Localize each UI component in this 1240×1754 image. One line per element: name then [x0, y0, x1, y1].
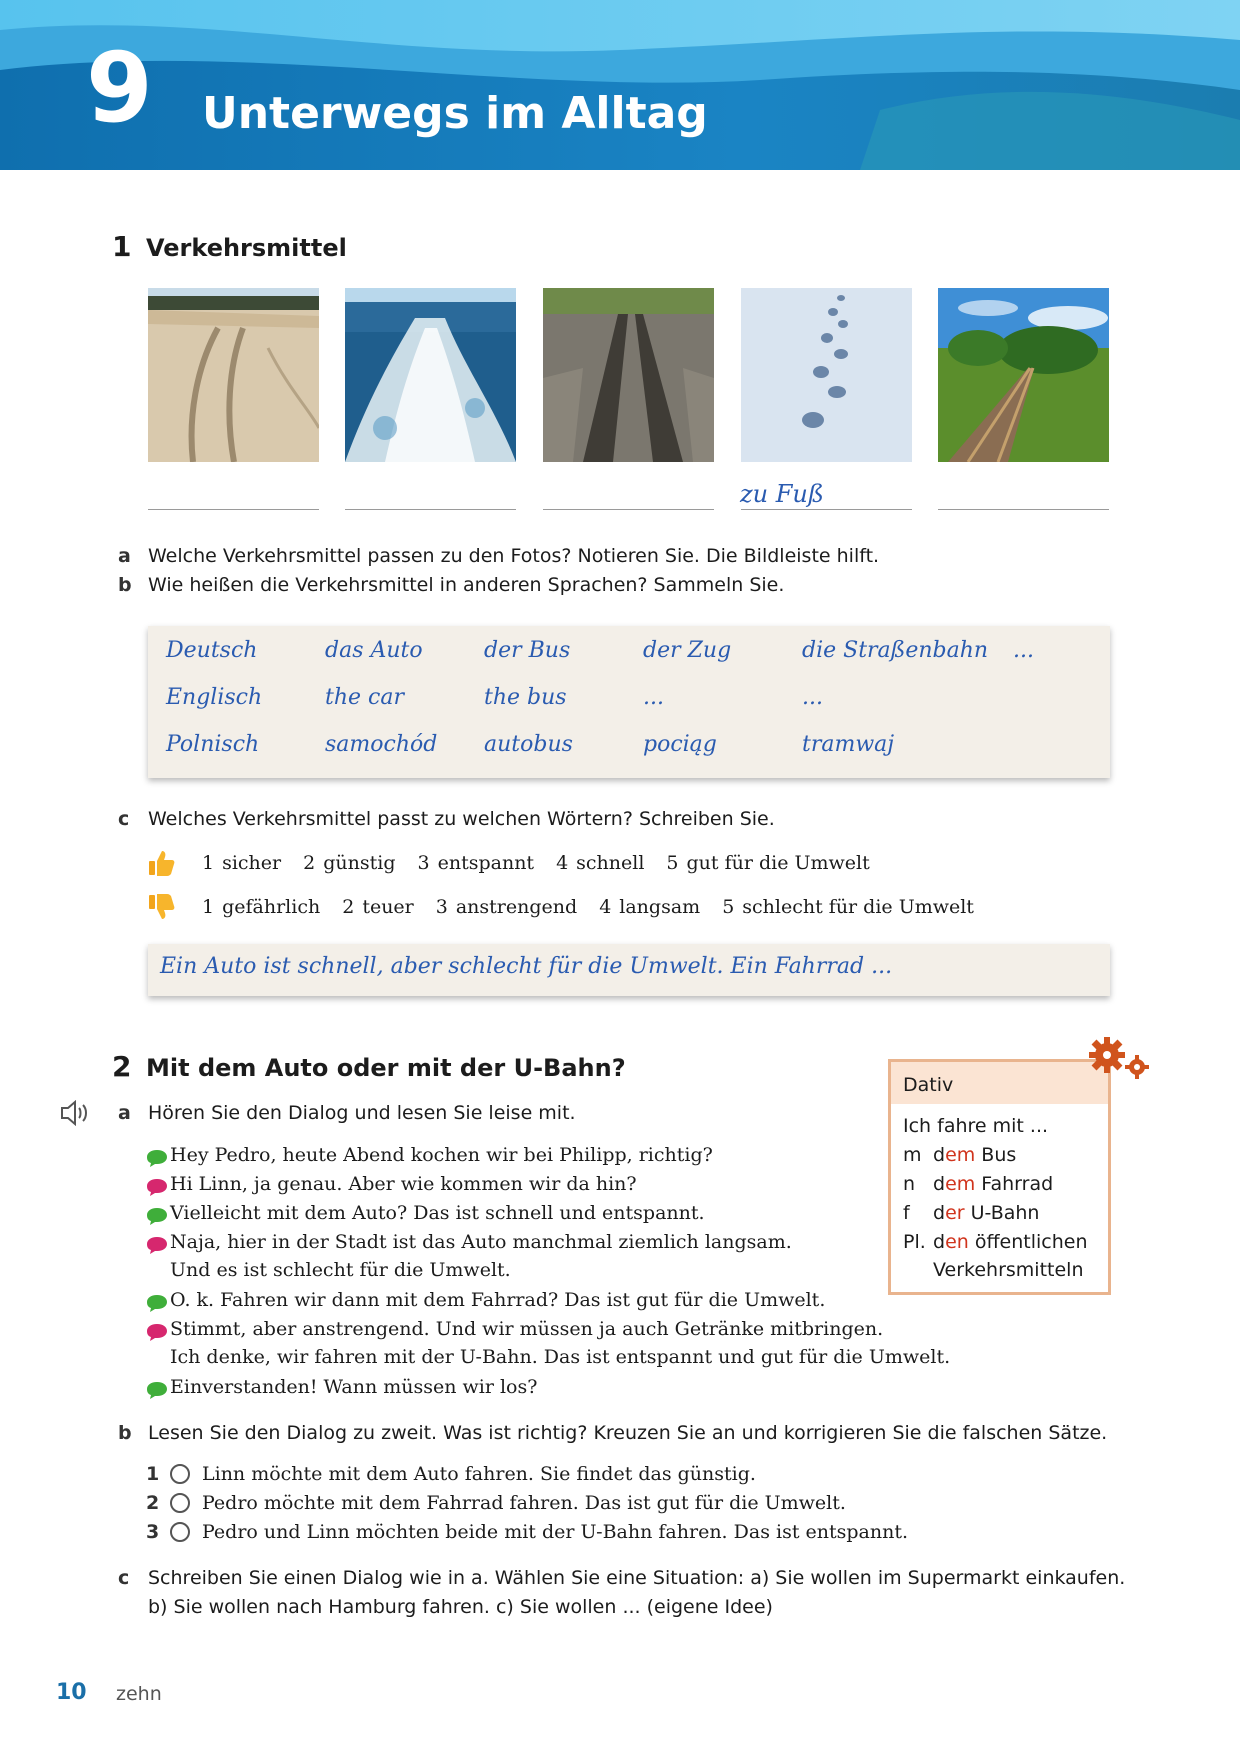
rating-word: 4 schnell: [556, 852, 645, 874]
page-number-word: zehn: [116, 1683, 162, 1705]
grammar-row: Pl. d en öffentlichen: [903, 1230, 1088, 1253]
dialog-text: Einverstanden! Wann müssen wir los?: [170, 1376, 538, 1398]
positive-words-row: [146, 848, 892, 878]
section-number: 2: [112, 1050, 132, 1083]
lang-cell: pociąg: [643, 732, 717, 757]
rating-word: 3 entspannt: [417, 852, 535, 874]
chapter-title: Unterwegs im Alltag: [202, 88, 708, 139]
rating-word: 5 schlecht für die Umwelt: [722, 896, 974, 918]
task-1a: [118, 543, 879, 571]
dialog-text: Hey Pedro, heute Abend kochen wir bei Philipp, richtig?: [170, 1144, 713, 1166]
negative-words-row: [146, 892, 996, 922]
task-letter: a: [118, 545, 131, 567]
answer-line[interactable]: [938, 509, 1109, 510]
example-sentence: Ein Auto ist schnell, aber schlecht für die Umwelt. Ein Fahrrad ...: [160, 954, 893, 979]
statement-number: 1: [146, 1463, 160, 1485]
task-text: Lesen Sie den Dialog zu zweit. Was ist richtig? Kreuzen Sie an und korrigieren Sie die falschen Sätze.: [148, 1422, 1108, 1444]
statement-text: Linn möchte mit dem Auto fahren. Sie findet das günstig.: [202, 1463, 756, 1485]
section-1-heading: [112, 230, 347, 263]
dialog-line: [146, 1316, 950, 1371]
checkbox-circle[interactable]: [170, 1493, 190, 1513]
grammar-row: n d em Fahrrad: [903, 1172, 1054, 1195]
task-letter: b: [118, 1422, 132, 1444]
grammar-row: Verkehrsmitteln: [933, 1259, 1084, 1282]
gears-icon: [1085, 1035, 1155, 1085]
task-letter: b: [118, 574, 132, 596]
dialog-line: [146, 1374, 537, 1408]
grammar-box-title: Dativ: [891, 1062, 1108, 1104]
photo-ship-wake: [345, 288, 516, 462]
lang-cell: die Straßenbahn: [802, 638, 989, 663]
task-2a: [118, 1100, 576, 1128]
statement-item: [146, 1492, 846, 1514]
answer-line[interactable]: [543, 509, 714, 510]
lang-cell: autobus: [484, 732, 573, 757]
task-1c: [118, 806, 775, 834]
task-letter: c: [118, 808, 130, 830]
photo-snow-footprints: [741, 288, 912, 462]
grammar-intro: Ich fahre mit ...: [903, 1115, 1049, 1137]
task-2b: [118, 1420, 1107, 1448]
dialog-text: Hi Linn, ja genau. Aber wie kommen wir da hin?: [170, 1173, 637, 1195]
lang-cell: the car: [325, 685, 404, 710]
photo-mud-tracks: [543, 288, 714, 462]
task-letter: a: [118, 1102, 131, 1124]
lang-cell: das Auto: [325, 638, 423, 663]
filled-answer: zu Fuß: [740, 480, 824, 508]
checkbox-circle[interactable]: [170, 1522, 190, 1542]
dialog-text: Naja, hier in der Stadt ist das Auto manchmal ziemlich langsam.: [170, 1231, 792, 1253]
answer-line[interactable]: [741, 509, 912, 510]
statement-text: Pedro möchte mit dem Fahrrad fahren. Das ist gut für die Umwelt.: [202, 1492, 846, 1514]
lang-cell: Polnisch: [166, 732, 260, 757]
dialog-text: Ich denke, wir fahren mit der U-Bahn. Das ist entspannt und gut für die Umwelt.: [170, 1345, 951, 1368]
speech-bubble-pink-icon: [146, 1316, 170, 1371]
header-wave-background: [0, 0, 1240, 170]
speech-bubble-pink-icon: [146, 1229, 170, 1284]
lang-cell: ...: [1013, 638, 1034, 663]
lang-cell: der Zug: [643, 638, 732, 663]
task-text: b) Sie wollen nach Hamburg fahren. c) Sie wollen ... (eigene Idee): [148, 1596, 773, 1618]
grammar-row: m d em Bus: [903, 1143, 1017, 1166]
task-2c-continued: [148, 1594, 773, 1622]
statement-item: [146, 1463, 756, 1485]
lang-cell: ...: [643, 685, 664, 710]
task-1b: [118, 572, 784, 600]
rating-word: 1 gefährlich: [202, 896, 321, 918]
rating-word: 5 gut für die Umwelt: [666, 852, 870, 874]
rating-word: 2 teuer: [342, 896, 414, 918]
task-letter: c: [118, 1567, 130, 1589]
task-2c: [118, 1565, 1125, 1593]
rating-word: 2 günstig: [303, 852, 396, 874]
statement-item: [146, 1521, 908, 1543]
section-2-heading: [112, 1050, 626, 1083]
lang-cell: the bus: [484, 685, 567, 710]
task-text: Schreiben Sie einen Dialog wie in a. Wählen Sie eine Situation: a) Sie wollen im Supermarkt einkaufen.: [148, 1567, 1126, 1589]
task-text: Welche Verkehrsmittel passen zu den Fotos? Notieren Sie. Die Bildleiste hilft.: [148, 545, 880, 567]
rating-word: 1 sicher: [202, 852, 282, 874]
lang-cell: Englisch: [166, 685, 263, 710]
statement-number: 3: [146, 1521, 160, 1543]
audio-speaker-icon[interactable]: [60, 1100, 92, 1126]
checkbox-circle[interactable]: [170, 1464, 190, 1484]
chapter-header: [0, 0, 1240, 170]
statement-text: Pedro und Linn möchten beide mit der U-Bahn fahren. Das ist entspannt.: [202, 1521, 908, 1543]
lang-cell: samochód: [325, 732, 438, 757]
task-text: Welches Verkehrsmittel passt zu welchen Wörtern? Schreiben Sie.: [148, 808, 775, 830]
answer-line[interactable]: [345, 509, 516, 510]
grammar-row: f d er U-Bahn: [903, 1201, 1040, 1224]
chapter-number: 9: [86, 32, 153, 144]
rating-word: 4 langsam: [599, 896, 701, 918]
page-number: 10: [56, 1680, 87, 1705]
thumbs-down-icon: [146, 892, 176, 922]
lang-cell: ...: [802, 685, 823, 710]
statement-number: 2: [146, 1492, 160, 1514]
section-number: 1: [112, 230, 132, 263]
dialog-text: O. k. Fahren wir dann mit dem Fahrrad? Das ist gut für die Umwelt.: [170, 1289, 826, 1311]
photo-sand-tracks: [148, 288, 319, 462]
dialog-line: [146, 1229, 792, 1284]
dialog-text: Stimmt, aber anstrengend. Und wir müssen ja auch Getränke mitbringen.: [170, 1318, 884, 1340]
task-text: Wie heißen die Verkehrsmittel in anderen Sprachen? Sammeln Sie.: [148, 574, 785, 596]
lang-cell: tramwaj: [802, 732, 895, 757]
answer-line[interactable]: [148, 509, 319, 510]
rating-word: 3 anstrengend: [435, 896, 578, 918]
photo-railway: [938, 288, 1109, 462]
dativ-grammar-box: [888, 1059, 1111, 1295]
thumbs-up-icon: [146, 848, 176, 878]
lang-cell: Deutsch: [166, 638, 258, 663]
section-title: Mit dem Auto oder mit der U-Bahn?: [146, 1054, 626, 1082]
lang-cell: der Bus: [484, 638, 571, 663]
dialog-text: Vielleicht mit dem Auto? Das ist schnell und entspannt.: [170, 1202, 705, 1224]
dialog-text: Und es ist schlecht für die Umwelt.: [170, 1258, 511, 1281]
task-text: Hören Sie den Dialog und lesen Sie leise mit.: [148, 1102, 576, 1124]
speech-bubble-green-icon: [146, 1374, 170, 1408]
section-title: Verkehrsmittel: [146, 234, 347, 262]
